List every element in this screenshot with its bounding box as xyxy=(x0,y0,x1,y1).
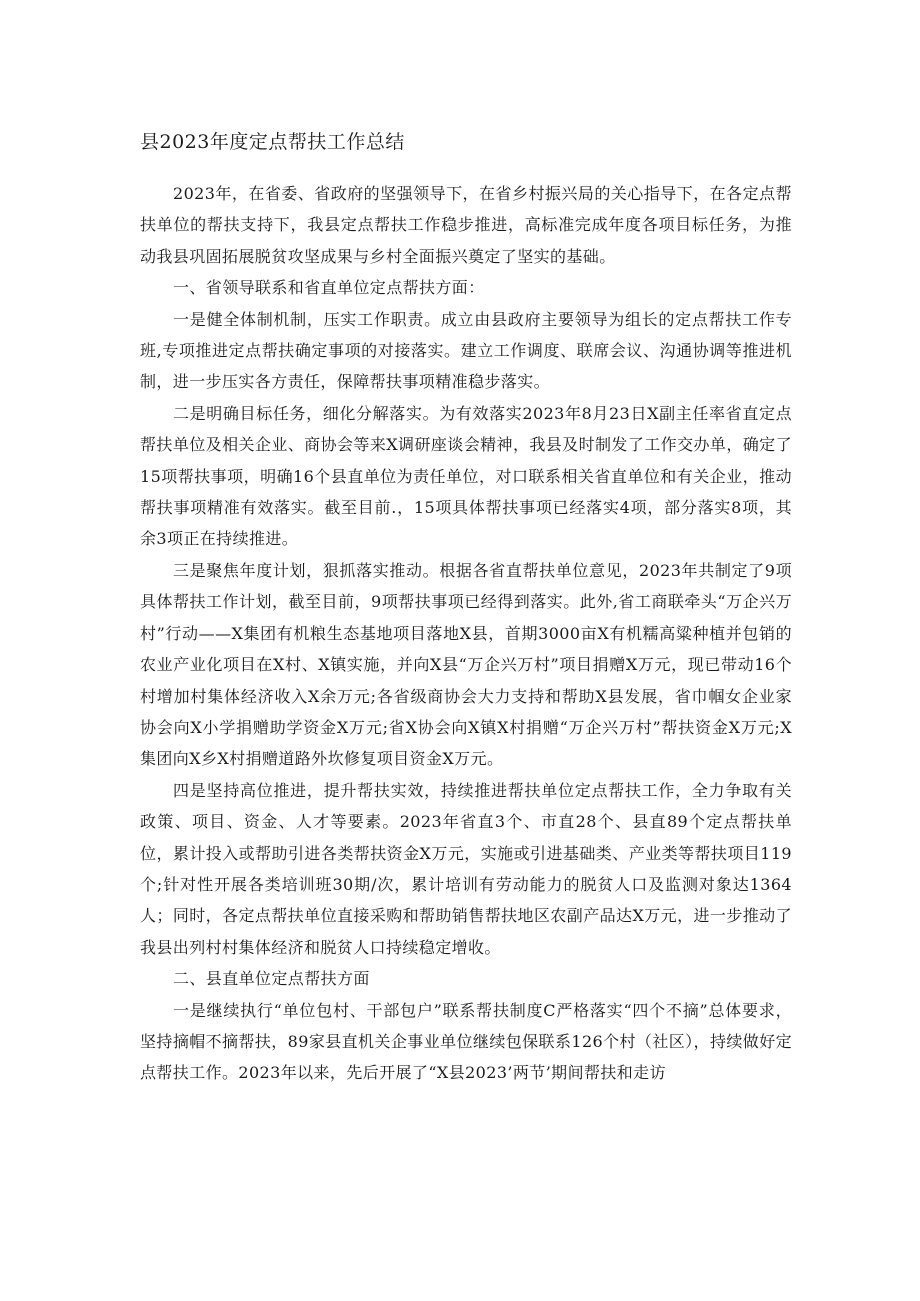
section-heading-county: 二、县直单位定点帮扶方面 xyxy=(173,969,370,989)
paragraph-village-contact: 一是继续执行“单位包村、干部包户”联系帮扶制度C严格落实“四个不摘”总体要求，坚持摘帽不摘帮扶，89家县直机关企事业单位继续包保联系126个村（社区），持续做好定点帮扶工作。2023年以来，先后开展了“X县2023’两节’期间帮扶和走访 xyxy=(140,1000,792,1083)
paragraph-annual-plan: 三是聚焦年度计划，狠抓落实推动。根据各省直帮扶单位意见，2023年共制定了9项具体帮扶工作计划，截至目前，9项帮扶事项已经得到落实。此外,省工商联牵头“万企兴万村”行动——X集团有机粮生态基地项目落地X县，首期3000亩X有机糯高粱种植并包销的农业产业化项目在X村、X镇实施，并向X县“万企兴万村”项目捐赠X万元，现已带动16个村增加村集体经济收入X余万元;各省级商协会大力支持和帮助X县发展，省巾帼女企业家协会向X小学捐赠助学资金X万元;省X协会向X镇X村捐赠“万企兴万村”帮扶资金X万元;X集团向X乡X村捐赠道路外坎修复项目资金X万元。 xyxy=(140,560,792,769)
paragraph-targets: 二是明确目标任务，细化分解落实。为有效落实2023年8月23日X副主任率省直定点帮扶单位及相关企业、商协会等来X调研座谈会精神，我县及时制发了工作交办单，确定了15项帮扶事项，明确16个县直单位为责任单位，对口联系相关省直单位和有关企业，推动帮扶事项精准有效落实。截至目前.，15项具体帮扶事项已经落实4项，部分落实8项，其余3项正在持续推进。 xyxy=(140,403,792,549)
section-heading-provincial: 一、省领导联系和省直单位定点帮扶方面： xyxy=(173,278,485,298)
document-body xyxy=(140,178,792,1089)
intro-paragraph: 2023年，在省委、省政府的坚强领导下，在省乡村振兴局的关心指导下，在各定点帮扶单位的帮扶支持下，我县定点帮扶工作稳步推进，高标准完成年度各项目标任务，为推动我县巩固拓展脱贫攻坚成果与乡村全面振兴奠定了坚实的基础。 xyxy=(140,184,792,266)
paragraph-high-level-push: 四是坚持高位推进，提升帮扶实效，持续推进帮扶单位定点帮扶工作，全力争取有关政策、项目、资金、人才等要素。2023年省直3个、市直28个、县直89个定点帮扶单位，累计投入或帮助引进各类帮扶资金X万元，实施或引进基础类、产业类等帮扶项目119个;针对性开展各类培训班30期/次，累计培训有劳动能力的脱贫人口及监测对象达1364人；同时，各定点帮扶单位直接采购和帮助销售帮扶地区农副产品达X万元，进一步推动了我县出列村村集体经济和脱贫人口持续稳定增收。 xyxy=(140,780,792,957)
paragraph-mechanism: 一是健全体制机制，压实工作职责。成立由县政府主要领导为组长的定点帮扶工作专班,专项推进定点帮扶确定事项的对接落实。建立工作调度、联席会议、沟通协调等推进机制，进一步压实各方责任，保障帮扶事项精准稳步落实。 xyxy=(140,309,792,392)
document-title: 县2023年度定点帮扶工作总结 xyxy=(140,131,405,153)
